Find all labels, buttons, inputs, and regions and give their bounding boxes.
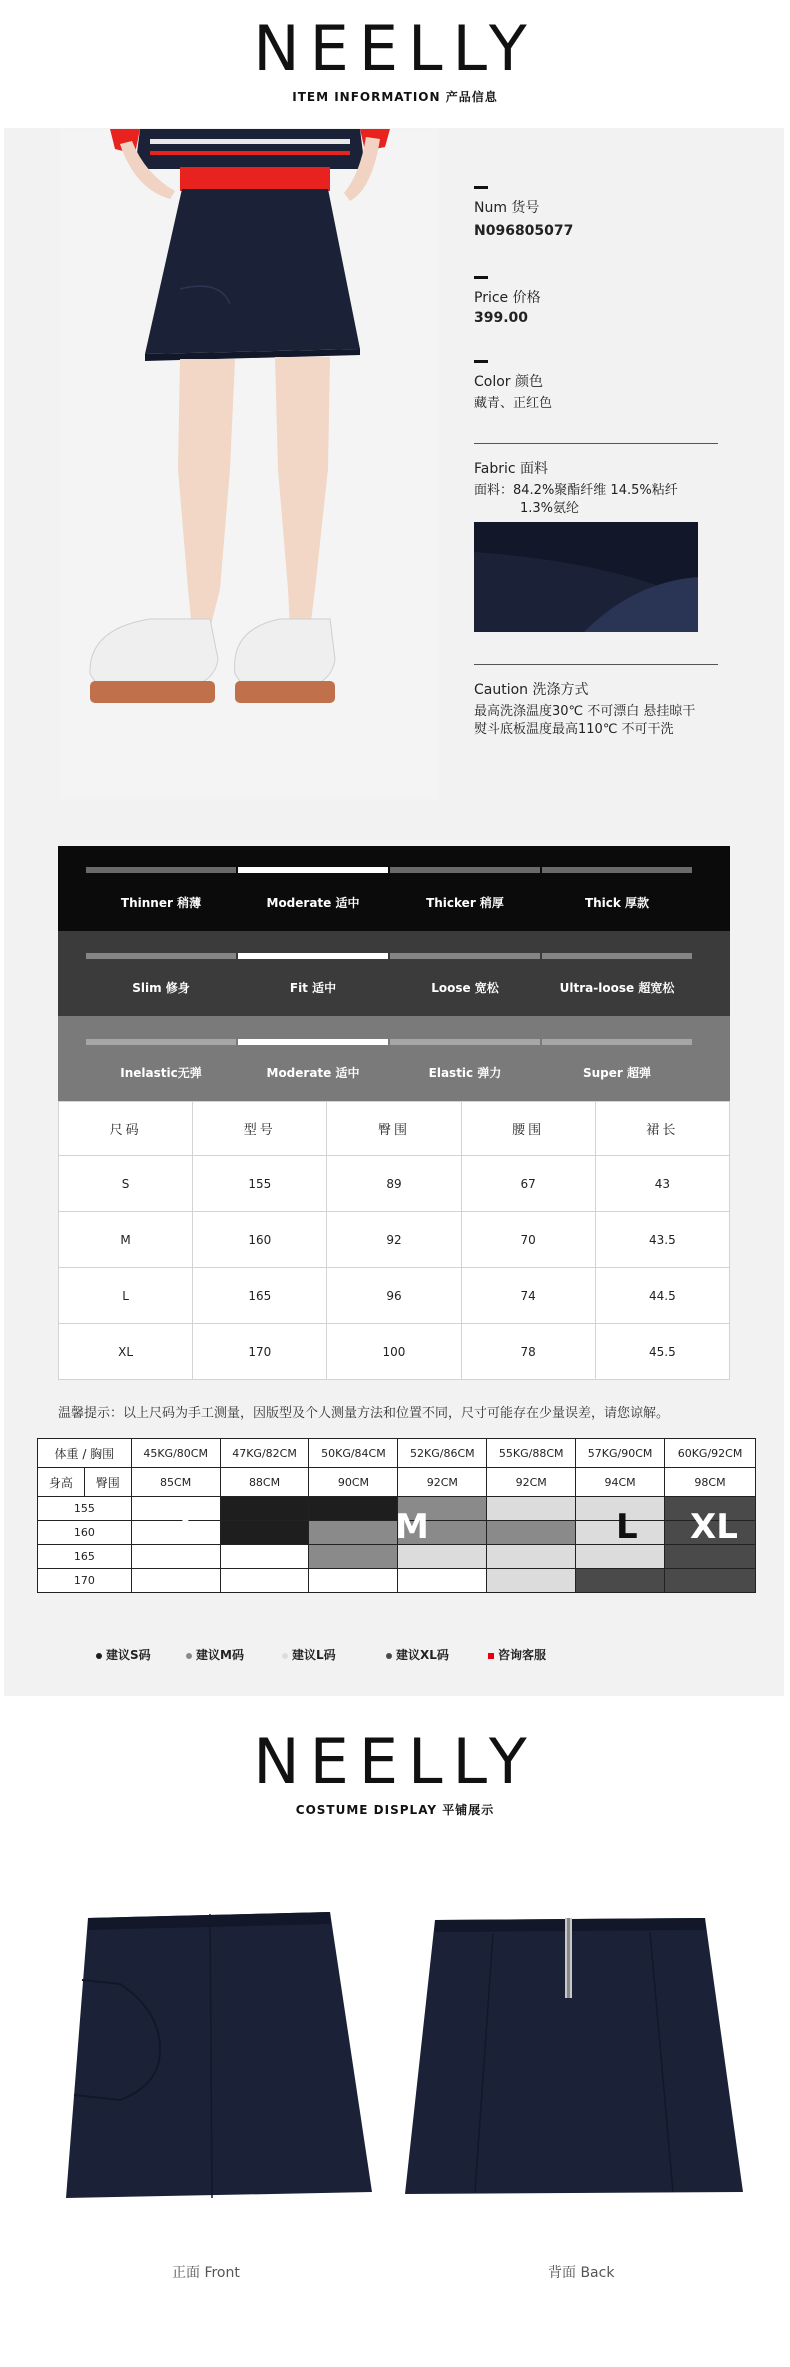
size-cell: 100 bbox=[327, 1324, 461, 1380]
legend-service-swatch bbox=[488, 1653, 494, 1659]
thickness-bar-1 bbox=[86, 867, 236, 873]
rec-height-cell: 155 bbox=[38, 1497, 132, 1521]
rec-weight-cell: 57KG/90CM bbox=[576, 1439, 665, 1468]
size-cell: L bbox=[59, 1268, 193, 1324]
table-row bbox=[59, 1156, 730, 1212]
legend-service[interactable] bbox=[488, 1646, 546, 1663]
thickness-label-4: Thick 厚款 bbox=[584, 896, 650, 910]
color-marker bbox=[474, 360, 488, 363]
price-label: Price 价格 bbox=[474, 290, 541, 306]
rec-hip-cell: 85CM bbox=[131, 1468, 220, 1497]
model-photo bbox=[60, 129, 438, 799]
size-cell: XL bbox=[59, 1324, 193, 1380]
table-row bbox=[59, 1268, 730, 1324]
caution-divider bbox=[474, 664, 718, 665]
rec-hip-cell: 88CM bbox=[220, 1468, 309, 1497]
size-header-cell: 尺码 bbox=[59, 1102, 193, 1156]
size-cell: 170 bbox=[193, 1324, 327, 1380]
elasticity-label-4: Super 超弹 bbox=[582, 1066, 651, 1080]
fit-bar-3 bbox=[390, 953, 540, 959]
rec-hip-cell: 92CM bbox=[487, 1468, 576, 1497]
size-cell: 74 bbox=[461, 1268, 595, 1324]
rec-weight-header: 体重 / 胸围 bbox=[38, 1439, 132, 1468]
fit-band bbox=[58, 931, 730, 1016]
legend-l-swatch bbox=[282, 1653, 288, 1659]
num-label: Num 货号 bbox=[474, 200, 540, 216]
rec-cell-l bbox=[487, 1497, 576, 1521]
elasticity-label-3: Elastic 弹力 bbox=[428, 1066, 502, 1080]
caution-line-2: 熨斗底板温度最高110℃ 不可干洗 bbox=[474, 722, 674, 737]
rec-cell bbox=[220, 1545, 309, 1569]
legend-m-label: 建议M码 bbox=[196, 1648, 244, 1662]
size-cell: 43.5 bbox=[595, 1212, 729, 1268]
legend-xl-swatch bbox=[386, 1653, 392, 1659]
fit-bar-2 bbox=[238, 953, 388, 959]
rec-cell-s bbox=[220, 1521, 309, 1545]
rec-cell-m bbox=[309, 1521, 398, 1545]
size-cell: 155 bbox=[193, 1156, 327, 1212]
rec-hip-cell: 94CM bbox=[576, 1468, 665, 1497]
rec-height-cell: 160 bbox=[38, 1521, 132, 1545]
price-marker bbox=[474, 276, 488, 279]
brand-logo: NEELLY bbox=[253, 12, 537, 85]
price-value: 399.00 bbox=[474, 310, 529, 326]
elasticity-band bbox=[58, 1016, 730, 1101]
measurement-notice: 温馨提示：以上尺码为手工测量，因版型及个人测量方法和位置不同，尺寸可能存在少量误差，请您谅解。 bbox=[58, 1406, 670, 1421]
thickness-bar-4 bbox=[542, 867, 692, 873]
thickness-bar-2 bbox=[238, 867, 388, 873]
elasticity-label-2: Moderate 适中 bbox=[266, 1066, 360, 1080]
fabric-composition-2: 1.3%氨纶 bbox=[520, 501, 580, 516]
rec-size-m: M bbox=[395, 1507, 429, 1547]
size-cell: 43 bbox=[595, 1156, 729, 1212]
thickness-label-3: Thicker 稍厚 bbox=[426, 896, 504, 910]
size-cell: 70 bbox=[461, 1212, 595, 1268]
skirt-front-image bbox=[60, 1910, 380, 2200]
size-header-cell: 臀围 bbox=[327, 1102, 461, 1156]
rec-cell-s bbox=[309, 1497, 398, 1521]
caution-line-1: 最高洗涤温度30℃ 不可漂白 悬挂晾干 bbox=[474, 704, 696, 719]
legend-service-label: 咨询客服 bbox=[498, 1648, 547, 1662]
fabric-label: Fabric 面料 bbox=[474, 461, 549, 477]
thickness-bar-3 bbox=[390, 867, 540, 873]
rec-cell bbox=[398, 1569, 487, 1593]
fit-label-3: Loose 宽松 bbox=[431, 981, 499, 995]
fabric-divider bbox=[474, 443, 718, 444]
skirt-back-image bbox=[405, 1910, 745, 2200]
rec-row-170 bbox=[38, 1569, 756, 1593]
rec-height-cell: 165 bbox=[38, 1545, 132, 1569]
fit-bar-4 bbox=[542, 953, 692, 959]
color-label: Color 颜色 bbox=[474, 374, 544, 390]
rec-size-l: L bbox=[616, 1507, 638, 1547]
rec-cell-xl bbox=[665, 1569, 756, 1593]
rec-height-header: 身高 bbox=[38, 1468, 85, 1497]
legend-l-label: 建议L码 bbox=[292, 1648, 336, 1662]
num-marker bbox=[474, 186, 488, 189]
rec-size-s: S bbox=[180, 1507, 205, 1547]
rec-cell-l bbox=[487, 1569, 576, 1593]
rec-cell bbox=[131, 1497, 220, 1521]
size-cell: M bbox=[59, 1212, 193, 1268]
size-cell: 44.5 bbox=[595, 1268, 729, 1324]
thickness-label-1: Thinner 稍薄 bbox=[120, 896, 202, 910]
size-header-cell: 型号 bbox=[193, 1102, 327, 1156]
size-cell: S bbox=[59, 1156, 193, 1212]
fit-label-1: Slim 修身 bbox=[132, 981, 190, 995]
back-caption: 背面 Back bbox=[548, 2265, 615, 2281]
fabric-swatch bbox=[474, 522, 698, 632]
legend-s bbox=[96, 1646, 151, 1663]
elasticity-bar-1 bbox=[86, 1039, 236, 1045]
size-table bbox=[58, 1101, 730, 1380]
rec-cell-xl bbox=[576, 1569, 665, 1593]
rec-hip-header: 臀围 bbox=[84, 1468, 131, 1497]
rec-cell bbox=[131, 1569, 220, 1593]
elasticity-bar-2 bbox=[238, 1039, 388, 1045]
rec-weight-cell: 55KG/88CM bbox=[487, 1439, 576, 1468]
rec-cell-m bbox=[487, 1521, 576, 1545]
legend-xl bbox=[386, 1646, 449, 1663]
rec-cell bbox=[309, 1569, 398, 1593]
rec-weight-cell: 50KG/84CM bbox=[309, 1439, 398, 1468]
rec-weight-cell: 47KG/82CM bbox=[220, 1439, 309, 1468]
display-subtitle: COSTUME DISPLAY 平铺展示 bbox=[295, 1803, 495, 1817]
rec-size-xl: XL bbox=[690, 1507, 738, 1547]
size-header-cell: 裙长 bbox=[595, 1102, 729, 1156]
fit-label-2: Fit 适中 bbox=[289, 981, 337, 995]
size-cell: 96 bbox=[327, 1268, 461, 1324]
elasticity-bar-3 bbox=[390, 1039, 540, 1045]
rec-hip-cell: 98CM bbox=[665, 1468, 756, 1497]
section-subtitle: ITEM INFORMATION 产品信息 bbox=[292, 90, 498, 104]
display-header bbox=[0, 1725, 790, 1818]
rec-cell-xl bbox=[665, 1545, 756, 1569]
display-brand-logo: NEELLY bbox=[253, 1725, 537, 1798]
thickness-label-2: Moderate 适中 bbox=[266, 896, 360, 910]
fit-bar-1 bbox=[86, 953, 236, 959]
size-cell: 165 bbox=[193, 1268, 327, 1324]
table-row bbox=[59, 1324, 730, 1380]
rec-cell-s bbox=[220, 1497, 309, 1521]
caution-label: Caution 洗涤方式 bbox=[474, 682, 589, 698]
rec-hip-row bbox=[38, 1468, 756, 1497]
rec-hip-cell: 90CM bbox=[309, 1468, 398, 1497]
rec-cell-m bbox=[309, 1545, 398, 1569]
rec-cell-l bbox=[398, 1545, 487, 1569]
rec-cell-l bbox=[576, 1545, 665, 1569]
rec-hip-cell: 92CM bbox=[398, 1468, 487, 1497]
rec-weight-row bbox=[38, 1439, 756, 1468]
brand-header bbox=[0, 12, 790, 105]
size-cell: 89 bbox=[327, 1156, 461, 1212]
num-value: N096805077 bbox=[474, 223, 574, 239]
color-value: 藏青、正红色 bbox=[474, 396, 553, 411]
size-cell: 78 bbox=[461, 1324, 595, 1380]
rec-cell bbox=[220, 1569, 309, 1593]
rec-weight-cell: 45KG/80CM bbox=[131, 1439, 220, 1468]
legend-xl-label: 建议XL码 bbox=[396, 1648, 449, 1662]
rec-cell-l bbox=[487, 1545, 576, 1569]
size-cell: 67 bbox=[461, 1156, 595, 1212]
elasticity-label-1: Inelastic无弹 bbox=[120, 1066, 202, 1080]
legend-s-swatch bbox=[96, 1653, 102, 1659]
size-cell: 92 bbox=[327, 1212, 461, 1268]
rec-cell bbox=[131, 1521, 220, 1545]
fit-label-4: Ultra-loose 超宽松 bbox=[559, 981, 675, 995]
size-cell: 45.5 bbox=[595, 1324, 729, 1380]
legend-s-label: 建议S码 bbox=[106, 1648, 151, 1662]
size-cell: 160 bbox=[193, 1212, 327, 1268]
fabric-composition: 面料：84.2%聚酯纤维 14.5%粘纤 bbox=[474, 483, 678, 498]
thickness-band bbox=[58, 846, 730, 931]
size-header-cell: 腰围 bbox=[461, 1102, 595, 1156]
legend-m-swatch bbox=[186, 1653, 192, 1659]
legend-m bbox=[186, 1646, 244, 1663]
rec-row-165 bbox=[38, 1545, 756, 1569]
front-caption: 正面 Front bbox=[172, 2265, 240, 2281]
rec-weight-cell: 60KG/92CM bbox=[665, 1439, 756, 1468]
rec-weight-cell: 52KG/86CM bbox=[398, 1439, 487, 1468]
table-row bbox=[59, 1212, 730, 1268]
rec-height-cell: 170 bbox=[38, 1569, 132, 1593]
legend-l bbox=[282, 1646, 336, 1663]
rec-cell bbox=[131, 1545, 220, 1569]
elasticity-bar-4 bbox=[542, 1039, 692, 1045]
size-table-header bbox=[59, 1102, 730, 1156]
